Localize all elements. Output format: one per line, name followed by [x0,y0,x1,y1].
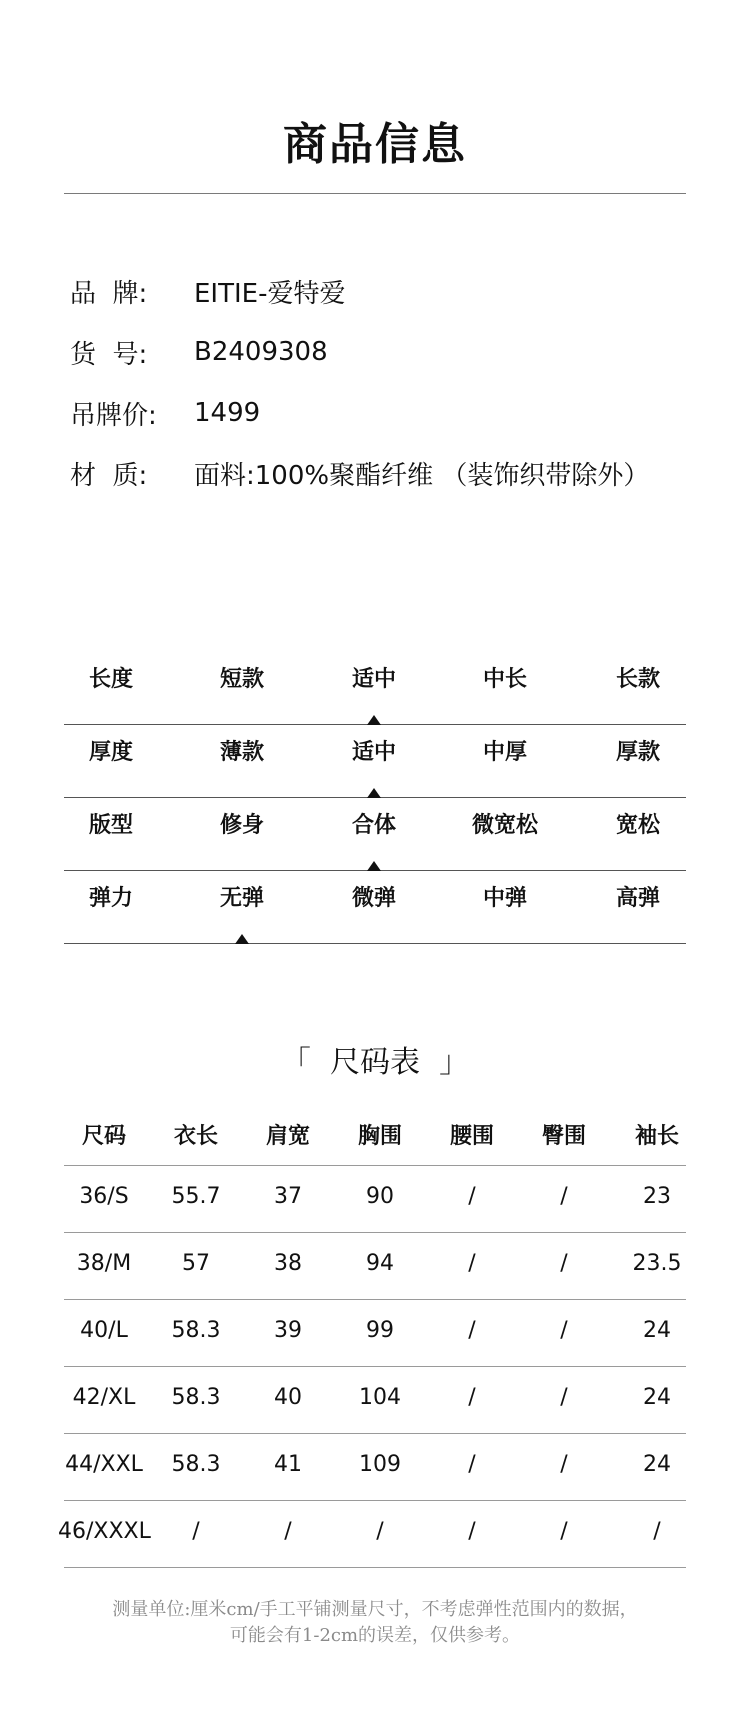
table-cell: 57 [182,1251,210,1276]
table-cell: 24 [643,1385,671,1410]
attribute-option: 宽松 [615,813,660,838]
title-divider [64,193,686,194]
size-table-header [64,1110,686,1166]
table-cell: 38 [274,1251,302,1276]
page-title: 商品信息 [283,119,467,170]
table-cell: / [468,1385,476,1410]
table-cell: 99 [366,1318,394,1343]
info-row [70,453,730,493]
info-label: 吊牌价: [70,400,157,431]
measurement-note-line1: 测量单位:厘米cm/手工平铺测量尺寸，不考虑弹性范围内的数据， [112,1599,638,1620]
table-cell: 90 [366,1184,394,1209]
table-row [64,1367,686,1434]
table-cell: / [560,1184,568,1209]
column-header: 衣长 [173,1124,218,1149]
attribute-option: 厚款 [615,740,660,765]
column-header: 尺码 [81,1124,126,1149]
attribute-option: 微弹 [351,886,396,911]
attribute-option: 修身 [219,813,264,838]
attribute-option: 中厚 [482,740,527,765]
table-cell: 104 [359,1385,401,1410]
table-cell: 24 [643,1452,671,1477]
info-row [70,332,730,372]
size-table-title: 「 尺码表 」 [280,1045,470,1080]
table-cell: 58.3 [171,1452,221,1477]
attribute-option: 短款 [219,667,264,692]
table-cell: 58.3 [171,1385,221,1410]
table-cell: / [560,1318,568,1343]
table-cell: / [376,1519,384,1544]
column-header: 袖长 [634,1124,679,1149]
selected-marker-icon [367,715,381,725]
table-cell: / [468,1519,476,1544]
table-cell: 38/M [76,1251,132,1276]
column-header: 臀围 [541,1124,586,1149]
table-row [58,1501,686,1568]
table-cell: / [468,1251,476,1276]
attribute-option: 薄款 [219,740,264,765]
attribute-scale-line [64,943,686,945]
attribute-option: 高弹 [615,886,660,911]
attribute-option: 合体 [351,813,396,838]
table-cell: / [653,1519,661,1544]
selected-marker-icon [367,861,381,871]
table-row [64,1233,686,1300]
table-cell: 39 [274,1318,302,1343]
attribute-name: 长度 [88,667,133,692]
info-value: B2409308 [194,337,328,367]
attribute-option: 中长 [482,667,527,692]
attribute-option: 无弹 [219,886,264,911]
attribute-option: 中弹 [482,886,527,911]
attribute-name: 弹力 [88,886,133,911]
table-cell: 46/XXXL [58,1519,151,1544]
table-cell: / [560,1251,568,1276]
attribute-row [64,725,686,798]
info-label: 材 质: [70,460,148,491]
attribute-option: 适中 [351,740,396,765]
table-cell: 55.7 [171,1184,221,1209]
info-row [70,271,730,311]
info-value: 面料:100%聚酯纤维 （装饰织带除外） [194,460,650,491]
attribute-option: 适中 [351,667,396,692]
table-cell: 44/XXL [65,1452,143,1477]
table-cell: 23.5 [632,1251,682,1276]
measurement-note-line2: 可能会有1-2cm的误差，仅供参考。 [229,1625,521,1646]
column-header: 腰围 [449,1124,494,1149]
selected-marker-icon [235,934,249,944]
attribute-option: 长款 [615,667,660,692]
table-cell: 36/S [79,1184,129,1209]
table-cell: 94 [366,1251,394,1276]
table-cell: 40/L [80,1318,128,1343]
info-value: 1499 [194,398,261,428]
attribute-name: 厚度 [88,740,133,765]
attribute-name: 版型 [88,813,133,838]
table-row [64,1300,686,1367]
table-cell: 24 [643,1318,671,1343]
info-value: EITIE-爱特爱 [194,278,346,309]
attribute-option: 微宽松 [471,813,538,838]
column-header: 胸围 [357,1124,402,1149]
table-cell: / [468,1184,476,1209]
table-cell: / [284,1519,292,1544]
info-row [70,393,730,433]
table-cell: / [560,1452,568,1477]
table-cell: / [560,1519,568,1544]
info-label: 品 牌: [70,278,148,309]
table-cell: 42/XL [72,1385,136,1410]
attribute-row [64,871,686,944]
row-divider [64,1567,686,1568]
table-cell: / [192,1519,200,1544]
table-cell: 109 [359,1452,401,1477]
attribute-row [64,798,686,871]
table-cell: 58.3 [171,1318,221,1343]
column-header: 肩宽 [265,1124,310,1149]
selected-marker-icon [367,788,381,798]
table-cell: / [468,1452,476,1477]
table-cell: 37 [274,1184,302,1209]
table-cell: / [468,1318,476,1343]
table-cell: / [560,1385,568,1410]
table-cell: 23 [643,1184,671,1209]
table-cell: 40 [274,1385,302,1410]
table-row [64,1434,686,1501]
table-row [64,1166,686,1233]
info-label: 货 号: [70,339,148,370]
table-cell: 41 [274,1452,302,1477]
attribute-row [64,652,686,725]
